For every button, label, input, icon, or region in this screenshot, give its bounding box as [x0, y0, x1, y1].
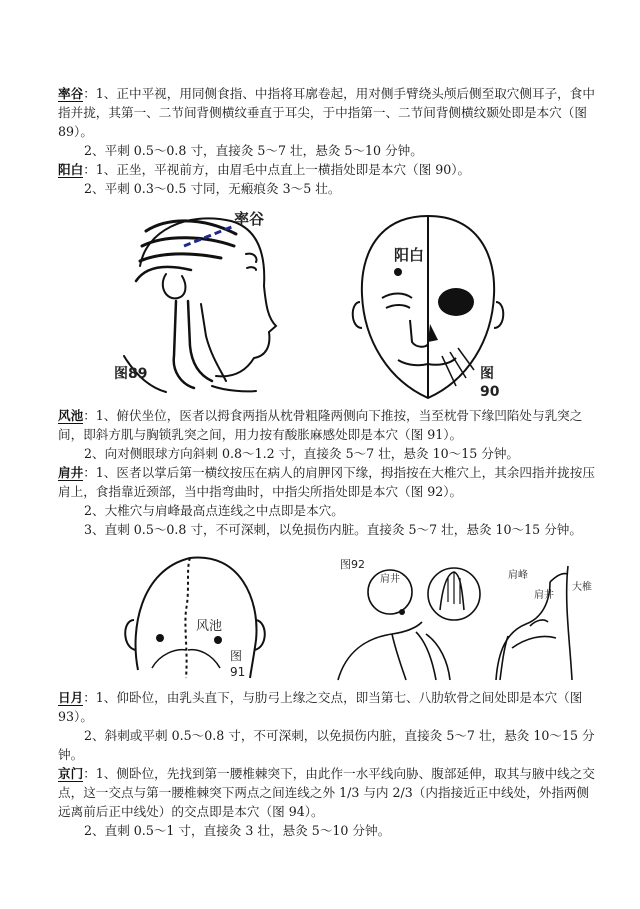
figure-90 [338, 210, 518, 406]
left-ear [353, 302, 362, 328]
figure-91 [120, 550, 270, 682]
entry-step-text: ：1、俯伏坐位，医者以拇食两指从枕骨粗隆两侧向下推按，当至枕骨下缘凹陷处与乳突之间，即斜方肌与胸锁乳突之间，用力按有酸胀麻感处即是本穴（图 91）。 [58, 408, 583, 442]
figure-point-label: 率谷 [234, 210, 265, 228]
shoulder-hand-illustration [336, 552, 596, 682]
left-ear [125, 620, 136, 650]
face-skull-illustration [338, 210, 518, 406]
left-eyebrow [382, 294, 412, 299]
acupoint-name: 京门 [58, 766, 84, 781]
entry-step-text: ：1、侧卧位，先找到第一腰椎棘突下，由此作一水平线向胁、腹部延伸，取其与腋中线之交点，这一交点与第一腰椎棘突下两点之间连线之外 1/3 与内 2/3（内指接近正中线处，外指两侧远离前后正中线处）的交点即是本穴（图 94）。 [58, 766, 595, 819]
acupoint-name: 率谷 [58, 86, 84, 101]
figure-point-label-jianfeng: 肩峰 [508, 570, 528, 581]
entry-step-line: 2、平刺 0.3～0.5 寸同，无瘢痕灸 3～5 壮。 [84, 181, 341, 196]
figure-point-label: 风池 [196, 619, 223, 634]
entry-step-line: 3、直刺 0.5～0.8 寸，不可深刺，以免损伤内脏。直接灸 5～7 壮，悬灸 10～15 分钟。 [84, 522, 582, 537]
fingers-top [146, 221, 236, 234]
acupoint-name: 肩井 [58, 465, 84, 480]
ear [163, 274, 186, 298]
arm-left [392, 634, 406, 680]
acupoint-entry-riyue [58, 688, 598, 726]
nasal-cavity [428, 324, 438, 342]
entry-step-line: 2、斜刺或平刺 0.5～0.8 寸，不可深刺，以免损伤内脏，直接灸 5～7 壮，悬灸 10～15 分钟。 [58, 728, 595, 762]
left-eye [386, 305, 410, 308]
eye [247, 267, 256, 270]
figure-caption: 图89 [114, 366, 148, 382]
entry-step-text: ：1、正中平视，用同侧食指、中指将耳廓卷起，用对侧手臂绕头颅后侧至取穴侧耳子，食中指并拢，其第一、二节间背侧横纹垂直于耳尖，于中指第一、二节间背侧横纹颞处即是本穴（图 89）。 [58, 86, 595, 139]
entry-step-text: ：1、仰卧位，由乳头直下，与肋弓上缘之交点，即当第七、八肋软骨之间处即是本穴（图 93）。 [58, 690, 583, 724]
entry-step-line: 2、大椎穴与肩峰最高点连线之中点即是本穴。 [84, 503, 344, 518]
figure-89 [106, 206, 286, 396]
figure-caption-number: 91 [230, 665, 246, 679]
head-outline [140, 218, 264, 286]
entry-step-text: ：1、医者以掌后第一横纹按压在病人的肩胛冈下缘，拇指按在大椎穴上，其余四指并拢按压肩上，食指靠近颈部，当中指弯曲时，中指尖所指处即是本穴（图 92）。 [58, 465, 595, 499]
back-head-illustration [120, 550, 270, 682]
figure-point-label-dazhui: 大椎 [572, 582, 592, 593]
figure-point-label-jianjing: 肩井 [380, 574, 400, 585]
text-block-3 [58, 688, 598, 840]
acupoint-entry-yangbai [58, 160, 598, 179]
side-head-hand-illustration [106, 206, 286, 396]
nose [410, 320, 428, 347]
acupoint-name: 风池 [58, 408, 84, 423]
acupoint-entry-jianjing [58, 463, 598, 501]
mouth [398, 360, 428, 365]
entry-step-line: 2、向对侧眼球方向斜刺 0.8～1.2 寸，直接灸 5～7 壮，悬灸 10～15 分钟。 [84, 446, 520, 461]
text-block-1 [58, 84, 598, 198]
figure-caption: 图 [230, 649, 243, 663]
figure-92 [336, 552, 596, 682]
acupoint-dot-right [214, 636, 222, 644]
figure-caption: 图92 [340, 558, 365, 571]
acupoint-entry-shuaigu [58, 84, 598, 141]
entry-step-text: ：1、正坐，平视前方，由眉毛中点直上一横指处即是本穴（图 90）。 [83, 162, 471, 177]
acupoint-dot-left [156, 634, 164, 642]
acupoint-dot [394, 268, 402, 276]
text-block-2 [58, 406, 598, 539]
eye-socket [438, 288, 474, 316]
figure-point-label-jianjing-2: 肩井 [534, 590, 554, 601]
figure-point-label: 阳白 [394, 246, 425, 264]
shoulder-left [338, 622, 422, 680]
scapula [512, 636, 556, 648]
acupoint-entry-fengchi [58, 406, 598, 444]
right-ear [494, 302, 503, 328]
acupoint-entry-jingmen [58, 764, 598, 821]
acupoint-dot [399, 609, 405, 615]
figure-caption-number: 90 [480, 384, 500, 400]
neck [550, 573, 568, 582]
acupoint-name: 阳白 [58, 162, 84, 177]
figure-caption: 图 [480, 366, 494, 382]
midline [185, 558, 190, 678]
acupoint-name: 日月 [58, 690, 84, 705]
entry-step-line: 2、平刺 0.5～0.8 寸，直接灸 5～7 壮，悬灸 5～10 分钟。 [84, 143, 423, 158]
entry-step-line: 2、直刺 0.5～1 寸，直接灸 3 壮，悬灸 5～10 分钟。 [84, 823, 391, 838]
eye-brow [246, 254, 257, 262]
face-profile [216, 286, 276, 376]
